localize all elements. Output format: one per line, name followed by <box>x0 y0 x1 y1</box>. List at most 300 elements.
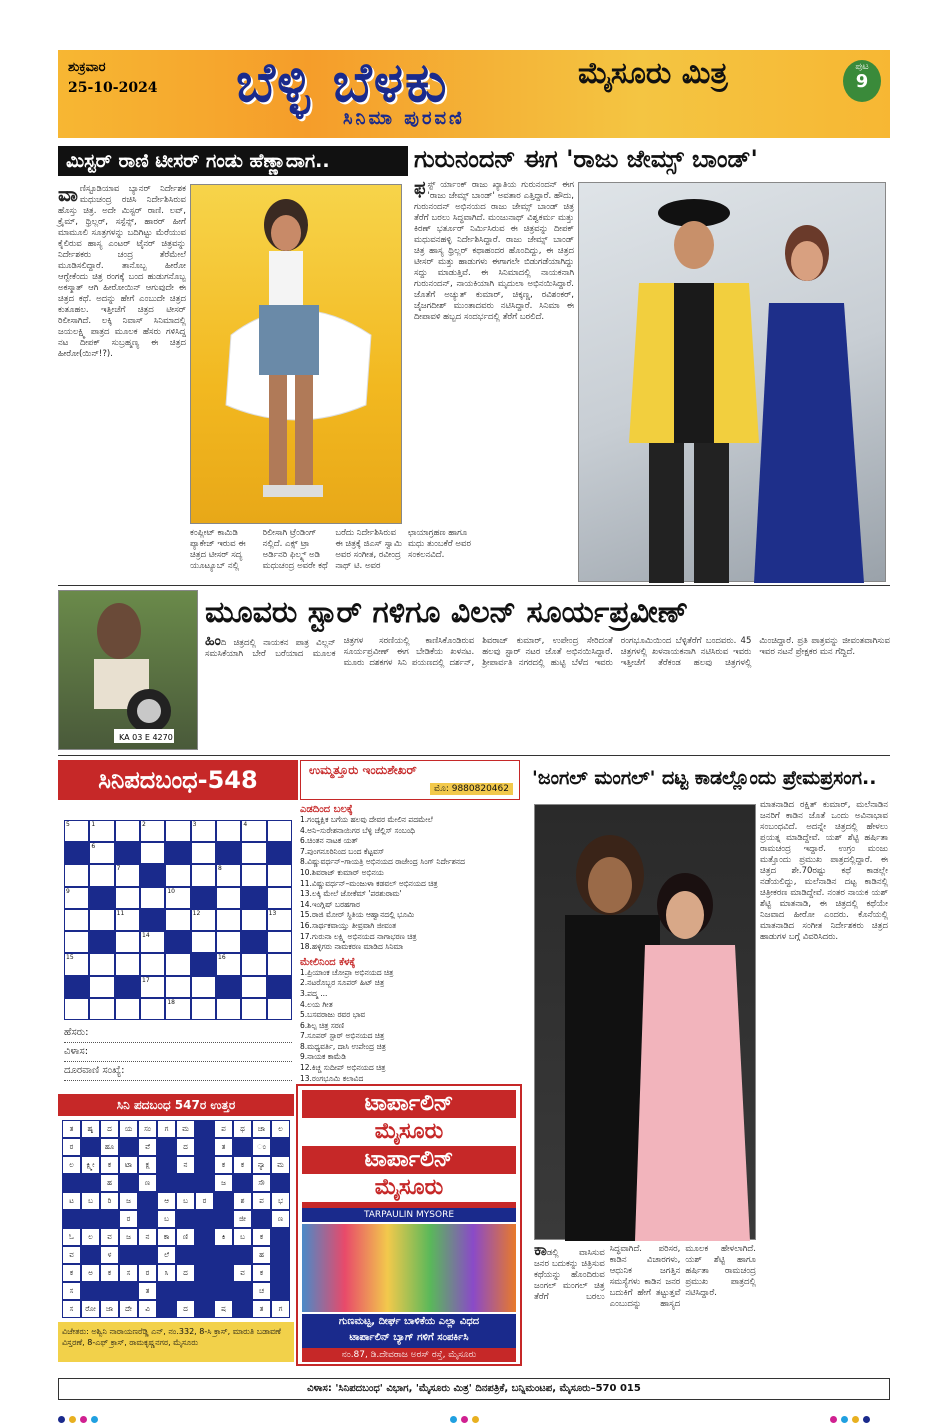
answer-cell <box>195 1138 214 1156</box>
answer-cell <box>100 1282 119 1300</box>
crossword-cell[interactable] <box>89 820 114 842</box>
answer-cell <box>233 1174 252 1192</box>
answer-cell <box>214 1246 233 1264</box>
answer-cell: ಕ್ಷ್ಮೀ <box>81 1156 100 1174</box>
answer-cell: ಕ <box>252 1228 271 1246</box>
answer-cell <box>157 1300 176 1318</box>
cell-number: 3 <box>192 821 197 828</box>
crossword-cell[interactable] <box>267 998 292 1020</box>
answer-cell <box>81 1174 100 1192</box>
bike-plate: KA 03 E 4270 <box>119 733 173 742</box>
answer-cell <box>119 1246 138 1264</box>
answer-cell: ಬ <box>81 1192 100 1210</box>
crossword-cell[interactable] <box>140 976 165 998</box>
crossword-cell[interactable] <box>115 820 140 842</box>
answer-cell <box>138 1246 157 1264</box>
across-clue: 10.ಶಿವರಾಜ್ ಕುಮಾರ್ ಅಭಿನಯ <box>300 867 384 877</box>
across-clue: 17.ಗುರುನಾ ಲಕ್ಷ್ಮಿ ಅಭಿನಯದ ನಾಗಾಭರಣ ಚಿತ್ರ <box>300 931 417 941</box>
mr-rani-caption: ಕಂಪ್ಲೀಟ್ ಕಾಮಿಡಿ ಪ್ಯಾಕೇಜ್ ಇರುವ ಈ ಚಿತ್ರದ ಟೀಸರ್ ಸದ್ಯ ಯೂಟ್ಯೂಬ್ ನಲ್ಲಿ ರಿಲೀಸಾಗಿ ಟ್ರೆಂಡಿಂಗ್ ನಲ್ಲಿದೆ. ಎಕ್ಸ್ ಟ್ರಾ ಅರ್ಡಿನರಿ ಫಿಲ್ಮ್ಸ್ ಅಡಿ ಮಧುಚಂದ್ರ ಅವರೇ ಕಥೆ ಬರೆದು ನಿರ್ದೇಶಿಸಿರುವ ಈ ಚಿತ್ರಕ್ಕೆ ಜಿಎಸ್ ಸ್ವಾಮಿ ಅವರ ಸಂಗೀತ, ರವೀಂದ್ರ ನಾಥ್ ಟಿ. ಅವರ ಛಾಯಾಗ್ರಹಣ ಹಾಗೂ ಮಧು ತುಂಬಕೆರೆ ಅವರ ಸಂಕಲನವಿದೆ. <box>190 528 471 571</box>
answer-cell: ರ <box>195 1192 214 1210</box>
answer-cell: ರ <box>138 1264 157 1282</box>
answer-cell <box>214 1264 233 1282</box>
answer-cell: ಓ <box>62 1228 81 1246</box>
phone-line[interactable]: ದೂರವಾಣಿ ಸಂಖ್ಯೆ: <box>64 1062 292 1081</box>
crossword-cell[interactable] <box>89 953 114 975</box>
cell-number: 18 <box>167 998 175 1006</box>
crossword-cell <box>241 887 266 909</box>
cell-number: 4 <box>243 821 248 828</box>
gurunandan-headline: ಗುರುನಂದನ್ ಈಗ 'ರಾಜು ಜೇಮ್ಸ್ ಬಾಂಡ್' <box>414 145 758 173</box>
answer-cell: ನ <box>138 1228 157 1246</box>
down-clue: 3.ಪದ್ಮ ... <box>300 988 328 998</box>
across-clues <box>300 815 520 953</box>
answer-cell <box>119 1282 138 1300</box>
crossword-cell <box>191 953 216 975</box>
crossword-author: ಉಮ್ಮತ್ತೂರು ಇಂದುಶೇಖರ್ <box>309 763 417 777</box>
answer-cell: ರ <box>62 1138 81 1156</box>
answer-cell <box>157 1138 176 1156</box>
crossword-cell[interactable] <box>140 842 165 864</box>
answer-cell: ಮ <box>176 1120 195 1138</box>
answer-cell: ವ <box>62 1246 81 1264</box>
mr-rani-dropcap: ವಾ <box>58 182 78 206</box>
crossword-cell[interactable] <box>191 976 216 998</box>
color-registration-dots-left <box>58 1408 102 1427</box>
answer-cell <box>233 1246 252 1264</box>
down-clue: 2.ನಟರೊಬ್ಬರ ಸೂಪರ್ ಹಿಟ್ ಚಿತ್ರ <box>300 978 385 988</box>
answer-cell: ಸೌ <box>252 1174 271 1192</box>
crossword-cell[interactable] <box>165 976 190 998</box>
answer-cell: ಕ <box>100 1156 119 1174</box>
answer-cell <box>271 1138 290 1156</box>
crossword-cell[interactable] <box>267 887 292 909</box>
crossword-cell[interactable] <box>267 909 292 931</box>
cell-number: 13 <box>268 909 277 917</box>
answer-cell: ಅ <box>81 1264 100 1282</box>
cell-number: 1 <box>91 821 96 828</box>
answer-cell <box>157 1282 176 1300</box>
crossword-cell[interactable] <box>115 953 140 975</box>
answer-cell: ಣ <box>271 1210 290 1228</box>
advert-tagline: ಗುಣಮಟ್ಟ, ದೀರ್ಘ ಬಾಳಿಕೆಯ ಎಲ್ಲಾ ವಿಧದ ಟಾರ್ಪಾಲಿನ್ ಬ್ಯಾಗ್ ಗಳಿಗೆ ಸಂಪರ್ಕಿಸಿ <box>302 1314 516 1348</box>
crossword-cell[interactable] <box>241 820 266 842</box>
answer-cell: ಳ <box>100 1246 119 1264</box>
advert-banner: ಟಾರ್ಪಾಲಿನ್ ಮೈಸೂರು ಟಾರ್ಪಾಲಿನ್ ಮೈಸೂರು <box>302 1090 516 1208</box>
crossword-cell[interactable] <box>191 842 216 864</box>
answer-cell: ಟಾ <box>119 1156 138 1174</box>
down-clue: 13.ರಂಗಭೂಮಿ ಕಲಾವಿದ <box>300 1073 364 1083</box>
crossword-cell[interactable] <box>241 998 266 1020</box>
crossword-cell[interactable] <box>140 953 165 975</box>
down-clue: 4.ಲಯ ಗೀತ <box>300 999 333 1009</box>
answer-cell: ತ <box>138 1282 157 1300</box>
answer-cell: ವೆ <box>138 1138 157 1156</box>
answers-grid <box>62 1120 290 1318</box>
color-registration-dots-right <box>830 1408 874 1427</box>
answer-cell <box>195 1210 214 1228</box>
crossword-cell <box>191 887 216 909</box>
answer-cell: ಜ <box>119 1192 138 1210</box>
crossword-cell[interactable] <box>89 864 114 886</box>
crossword-cell <box>165 931 190 953</box>
actor-in-dress-image <box>191 185 403 525</box>
crossword-clues <box>300 804 520 1083</box>
answer-cell: ತ <box>214 1138 233 1156</box>
answer-cell <box>119 1138 138 1156</box>
answer-cell: ದ <box>100 1120 119 1138</box>
crossword-cell <box>267 842 292 864</box>
answer-cell: ಬ <box>157 1210 176 1228</box>
crossword-cell[interactable] <box>64 820 89 842</box>
answer-cell <box>195 1246 214 1264</box>
crossword-cell[interactable] <box>191 909 216 931</box>
crossword-cell[interactable] <box>165 887 190 909</box>
cell-number: 15 <box>66 954 74 962</box>
man-on-motorbike-image <box>59 591 199 751</box>
answer-cell: ದ <box>176 1138 195 1156</box>
answer-cell <box>233 1300 252 1318</box>
jungle-headline: 'ಜಂಗಲ್ ಮಂಗಲ್' ದಟ್ಟ ಕಾಡಲ್ಲೊಂದು ಪ್ರೇಮಪ್ರಸಂಗ.. <box>532 767 877 789</box>
villain-headline: ಮೂವರು ಸ್ಟಾರ್ ಗಳಿಗೂ ವಿಲನ್ ಸೂರ್ಯಪ್ರವೀಣ್ <box>205 595 689 630</box>
address-line[interactable]: ವಿಳಾಸ: <box>64 1043 292 1062</box>
answers-grid-wrap <box>62 1120 290 1318</box>
crossword-cell[interactable] <box>140 820 165 842</box>
crossword-cell <box>140 864 165 886</box>
answer-cell: ಹೃ <box>81 1120 100 1138</box>
answer-cell: ಮ <box>271 1156 290 1174</box>
answer-cell: ಜ <box>214 1174 233 1192</box>
entry-form <box>64 1024 292 1084</box>
crossword-cell[interactable] <box>165 820 190 842</box>
gurunandan-photo <box>578 182 886 582</box>
crossword-cell[interactable] <box>89 909 114 931</box>
answer-cell: ಲ <box>62 1156 81 1174</box>
answer-cell <box>138 1192 157 1210</box>
answer-cell <box>119 1174 138 1192</box>
jungle-dropcap: ಕಾ <box>534 1240 547 1259</box>
crossword-cell[interactable] <box>165 953 190 975</box>
answer-cell: ಜೀ <box>233 1210 252 1228</box>
crossword-cell <box>267 976 292 998</box>
answer-cell <box>81 1246 100 1264</box>
crossword-cell[interactable] <box>89 842 114 864</box>
answer-cell: ಪ <box>252 1192 271 1210</box>
answer-cell: ಭ <box>271 1192 290 1210</box>
crossword-cell[interactable] <box>216 953 241 975</box>
crossword-cell[interactable] <box>216 909 241 931</box>
answer-cell <box>233 1282 252 1300</box>
answer-cell: ಕ <box>214 1156 233 1174</box>
crossword-cell[interactable] <box>140 931 165 953</box>
crossword-cell[interactable] <box>241 842 266 864</box>
answer-cell: ಬ <box>176 1192 195 1210</box>
supplement-title: ಬೆಳ್ಳಿ ಬೆಳಕು <box>236 50 449 114</box>
couple-on-bridge-image <box>579 183 887 583</box>
answer-cell: ಲ <box>81 1228 100 1246</box>
answer-cell <box>81 1138 100 1156</box>
crossword-cell[interactable] <box>64 909 89 931</box>
answer-cell: ನ <box>176 1156 195 1174</box>
across-title: ಎಡದಿಂದ ಬಲಕ್ಕೆ <box>300 804 353 815</box>
crossword-cell[interactable] <box>267 931 292 953</box>
advert-address: ನಂ.87, ಡಿ.ದೇವರಾಜ ಅರಸ್ ರಸ್ತೆ, ಮೈಸೂರು <box>302 1348 516 1362</box>
cell-number: 7 <box>116 865 121 873</box>
answer-cell: ಸಂ <box>138 1120 157 1138</box>
answer-cell <box>271 1228 290 1246</box>
crossword-cell[interactable] <box>140 887 165 909</box>
crossword-cell[interactable] <box>191 820 216 842</box>
villain-body: ಹಿಂದಿ ಚಿತ್ರದಲ್ಲಿ ನಾಯಕನ ಪಾತ್ರ ವಿಲ್ಲನ್ ಸಮಸಿಕೆಯಾಗಿ ಬೇರೆ ಬರೆಯಾದ ಮೂಲಕ ಚಿತ್ರಗಳ ಸರಣಿಯಲ್ಲಿ ಕಾಣಿಸಿಕೊಂಡಿರುವ ಸೂರ್ಯಪ್ರವೀಣ್ ಈಗ ಬೇಡಿಕೆಯ ಖಳನಟ. ಮೂರು ದಶಕಗಳ ಸಿನಿ ಪಯಣದಲ್ಲಿ ದರ್ಶನ್, ಶಿವರಾಜ್ ಕುಮಾರ್, ಉಪೇಂದ್ರ ಸೇರಿದಂತೆ ಹಲವು ಸ್ಟಾರ್ ನಟರ ಜೊತೆ ಅಭಿನಯಿಸಿದ್ದಾರೆ. ಶ್ರೀಪಾರ್ವತಿ ನಗರದಲ್ಲಿ ಹುಟ್ಟಿ ಬೆಳೆದ ಇವರು ರಂಗಭೂಮಿಯಿಂದ ಬೆಳ್ಳಿತೆರೆಗೆ ಬಂದವರು. 45 ಚಿತ್ರಗಳಲ್ಲಿ ಖಳನಾಯಕನಾಗಿ ನಟಿಸಿರುವ ಇವರು ಇತ್ತೀಚೆಗೆ ತೆರೆಕಂಡ ಹಲವು ಚಿತ್ರಗಳಲ್ಲಿ ಮಿಂಚಿದ್ದಾರೆ. ಪ್ರತಿ ಪಾತ್ರವನ್ನು ಜೀವಂತವಾಗಿಸುವ ಇವರ ನಟನೆ ಪ್ರೇಕ್ಷಕರ ಮನ ಗೆದ್ದಿದೆ. <box>205 633 890 668</box>
crossword-cell <box>216 842 241 864</box>
answer-cell: ಂ <box>252 1138 271 1156</box>
answer-cell: ವಿ <box>138 1300 157 1318</box>
answer-cell: ತ <box>252 1300 271 1318</box>
answer-cell: ನ್ಯಾ <box>252 1156 271 1174</box>
answer-cell: ಜ <box>119 1228 138 1246</box>
answer-cell: ದ <box>176 1264 195 1282</box>
crossword-cell[interactable] <box>216 998 241 1020</box>
crossword-cell[interactable] <box>216 864 241 886</box>
answer-cell: ಸ <box>119 1264 138 1282</box>
page-number: 9 <box>855 71 869 92</box>
crossword-cell[interactable] <box>191 998 216 1020</box>
cell-number: 16 <box>218 954 226 962</box>
page-number-badge <box>843 60 881 102</box>
answer-cell <box>233 1138 252 1156</box>
cell-number: 6 <box>91 843 96 851</box>
answer-cell: ಕ <box>100 1264 119 1282</box>
answer-cell: ಹೂ <box>100 1138 119 1156</box>
across-clue: 18.ಹಳ್ಳಿಗರು ನಾಮಕರಣ ಮಾಡಿದ ಸಿನಿಮಾ <box>300 942 404 952</box>
across-clue: 7.ಪುಂಗನೂರಿನಿಂದ ಬಂದ ಕೆಟ್ಟವಸ್ <box>300 846 385 856</box>
answer-cell <box>62 1174 81 1192</box>
winner-box: ವಿಜೇತರು: ಅಶ್ವಿನಿ ನಾರಾಯಣರೆಡ್ಡಿ ಎನ್, ನಂ.332, 8-ಸಿ ಕ್ರಾಸ್, ಮಾರುತಿ ಬಡಾವಣೆ ವಿಸ್ತರಣೆ, 8-ಎಫ್ ಕ್ರಾಸ್, ರಾಮಕೃಷ್ಣನಗರ, ಮೈಸೂರು <box>58 1322 294 1362</box>
crossword-cell[interactable] <box>241 953 266 975</box>
section-divider-2 <box>58 755 890 756</box>
crossword-cell[interactable] <box>140 998 165 1020</box>
down-clue: 5.ಬಸವರಾಜು ರವರ ಭಾವ <box>300 1010 366 1020</box>
crossword-cell <box>140 909 165 931</box>
down-clue: 12.ಕಿಚ್ಚ ಸುದೀಪ್ ಅಭಿನಯದ ಚಿತ್ರ <box>300 1063 386 1073</box>
crossword-cell[interactable] <box>89 976 114 998</box>
down-title: ಮೇಲಿನಿಂದ ಕೆಳಕ್ಕೆ <box>300 956 356 968</box>
crossword-cell[interactable] <box>165 909 190 931</box>
crossword-cell[interactable] <box>115 909 140 931</box>
cell-number: 9 <box>66 887 70 895</box>
crossword-author-box <box>300 760 520 800</box>
answer-cell <box>176 1246 195 1264</box>
masthead-banner <box>58 50 890 138</box>
section-divider <box>58 585 890 586</box>
crossword-cell <box>165 842 190 864</box>
crossword-cell[interactable] <box>64 998 89 1020</box>
villain-photo <box>58 590 198 750</box>
down-clue: 6.ಶಿಲ್ಪ ಚಿತ್ರ ಸರಣಿ <box>300 1020 345 1030</box>
crossword-cell[interactable] <box>89 998 114 1020</box>
crossword-cell[interactable] <box>241 864 266 886</box>
supplement-subtitle: ಸಿನಿಮಾ ಪುರವಣಿ <box>343 108 465 129</box>
cell-number: 5 <box>66 821 70 828</box>
answer-cell: ತ <box>62 1120 81 1138</box>
answer-cell: ದೇ <box>119 1300 138 1318</box>
cell-number: 12 <box>192 909 201 917</box>
answer-cell <box>62 1210 81 1228</box>
answer-cell <box>214 1192 233 1210</box>
crossword-cell[interactable] <box>216 931 241 953</box>
cell-number: 17 <box>142 976 150 984</box>
across-clue: 6.ಚಿಂತನ ನಾಟಕ ಯತ್ <box>300 836 358 846</box>
gurunandan-body: ಫಸ್ಟ್ ರ್ಯಾಂಕ್ ರಾಜು ಖ್ಯಾತಿಯ ಗುರುನಂದನ್ ಈಗ 'ರಾಜು ಜೇಮ್ಸ್ ಬಾಂಡ್' ಅವತಾರ ಎತ್ತಿದ್ದಾರೆ. ಹೌದು, ಗುರುನಂದನ್ ಅಭಿನಯದ ರಾಜು ಜೇಮ್ಸ್ ಬಾಂಡ್ ಚಿತ್ರ ತೆರೆಗೆ ಬರಲು ಸಿದ್ಧವಾಗಿದೆ. ಮಂಜುನಾಥ್ ವಿಶ್ವಕರ್ಮ ಮತ್ತು ಕಿರಣ್ ಭರ್ತೂರ್ ನಿರ್ಮಿಸಿರುವ ಈ ಚಿತ್ರವನ್ನು ದೀಪಕ್ ಮಧುವನಹಳ್ಳಿ ನಿರ್ದೇಶಿಸಿದ್ದಾರೆ. ರಾಜು ಜೇಮ್ಸ್ ಬಾಂಡ್ ಚಿತ್ರ ಹಾಸ್ಯ ಥ್ರಿಲ್ಲರ್ ಕಥಾಹಂದರ ಹೊಂದಿದ್ದು, ಈ ಚಿತ್ರದ ಟೀಸರ್ ಮತ್ತು ಹಾಡುಗಳು ಈಗಾಗಲೇ ಬಿಡುಗಡೆಯಾಗಿದ್ದು ಸದ್ದು ಮಾಡುತ್ತಿವೆ. ಈ ಸಿನಿಮಾದಲ್ಲಿ ನಾಯಕನಾಗಿ ಗುರುನಂದನ್, ನಾಯಕಿಯಾಗಿ ಮೃದುಲಾ ಅಭಿನಯಿಸಿದ್ದಾರೆ. ಜೊತೆಗೆ ಅಚ್ಯುತ್ ಕುಮಾರ್, ಚಿಕ್ಕಣ್ಣ, ರವಿಶಂಕರ್, ಜೈಜಗದೀಶ್ ಮುಂತಾದವರು ನಟಿಸಿದ್ದಾರೆ. ಸಿನಿಮಾ ಈ ದೀಪಾವಳಿ ಹಬ್ಬದ ಸಂದರ್ಭದಲ್ಲಿ ತೆರೆಗೆ ಬರಲಿದೆ. <box>414 178 574 322</box>
cell-number: 10 <box>167 887 175 895</box>
answers-title: ಸಿನಿ ಪದಬಂಧ 547ರ ಉತ್ತರ <box>58 1094 294 1116</box>
mr-rani-headline: ಮಿಸ್ಟರ್ ರಾಣಿ ಟೀಸರ್ ಗಂಡು ಹೆಣ್ಣಾದಾಗ.. <box>58 146 408 176</box>
answer-cell: ಕ <box>233 1156 252 1174</box>
issue-date: 25-10-2024 <box>68 80 158 96</box>
crossword-cell[interactable] <box>115 864 140 886</box>
crossword-cell[interactable] <box>64 864 89 886</box>
name-line[interactable]: ಹೆಸರು: <box>64 1024 292 1043</box>
gurunandan-dropcap: ಫ <box>414 178 426 199</box>
crossword-grid <box>64 820 292 1020</box>
crossword-cell[interactable] <box>64 931 89 953</box>
across-clue: 16.ಸಾರ್ಥಕವಾಯ್ತು ತೀವ್ರವಾಗಿ ಜೀವಂತ <box>300 920 397 930</box>
answer-cell: ಲೆ <box>157 1246 176 1264</box>
crossword-cell[interactable] <box>191 931 216 953</box>
crossword-cell[interactable] <box>267 953 292 975</box>
crossword-cell[interactable] <box>216 820 241 842</box>
answer-cell: ಬ <box>233 1228 252 1246</box>
advert-subtitle: TARPAULIN MYSORE <box>302 1208 516 1222</box>
answer-cell <box>100 1210 119 1228</box>
across-clue: 11.ವಿಷ್ಣುವರ್ಧನ್–ಮಂಜುಳಾ ಕಡವಲ್ ಅಭಿನಯದ ಚಿತ್ರ <box>300 878 438 888</box>
crossword-cell[interactable] <box>267 820 292 842</box>
answer-cell <box>81 1282 100 1300</box>
footer-address: ವಿಳಾಸ: 'ಸಿನಿಪದಬಂಧ' ವಿಭಾಗ, 'ಮೈಸೂರು ಮಿತ್ರ' ದಿನಪತ್ರಿಕೆ, ಬನ್ನಿಮಂಟಪ, ಮೈಸೂರು–570 015 <box>58 1378 890 1400</box>
answer-cell: ಕಾ <box>157 1228 176 1246</box>
crossword-cell <box>115 976 140 998</box>
answer-cell <box>271 1264 290 1282</box>
answer-cell: ಯ <box>119 1120 138 1138</box>
down-clue: 7.ಸೂಪರ್ ಸ್ಟಾರ್ ಅಭಿನಯದ ಚಿತ್ರ <box>300 1031 385 1041</box>
tarpaulin-advert[interactable] <box>296 1084 522 1366</box>
answer-cell: ಆ <box>157 1192 176 1210</box>
crossword-cell <box>89 887 114 909</box>
down-clue: 9.ನಾಯಕ ಕಾಮೆಡಿ <box>300 1052 346 1062</box>
crossword-cell <box>64 976 89 998</box>
crossword-cell[interactable] <box>216 887 241 909</box>
cell-number: 2 <box>142 821 146 828</box>
mr-rani-photo <box>190 184 402 524</box>
answer-cell: ಪ <box>214 1120 233 1138</box>
answer-cell <box>157 1156 176 1174</box>
answer-cell: ರಿ <box>100 1192 119 1210</box>
answer-cell: ಕ್ಷ <box>138 1156 157 1174</box>
couple-portrait-image <box>535 805 757 1241</box>
answer-cell <box>214 1210 233 1228</box>
crossword-cell[interactable] <box>165 864 190 886</box>
answer-cell: ಕ <box>62 1264 81 1282</box>
newspaper-name: ಮೈಸೂರು ಮಿತ್ರ <box>578 56 728 91</box>
jungle-body: ಕಾಡಲ್ಲಿ ವಾಸಿಸುವ ಜನರ ಬದುಕನ್ನು ಚಿತ್ರಿಸುವ ಕಥೆಯನ್ನು ಹೊಂದಿರುವ ಜಂಗಲ್ ಮಂಗಲ್ ಚಿತ್ರ ತೆರೆಗೆ ಬರಲು ಸಿದ್ಧವಾಗಿದೆ. ಪರಿಸರ, ಕಾಡಿನ ವಿಚಾರಗಳು, ಆಧುನಿಕ ಜಗತ್ತಿನ ಸಮಸ್ಯೆಗಳು ಕಾಡಿನ ಜನರ ಬದುಕಿಗೆ ಹೇಗೆ ತಟ್ಟುತ್ತವೆ ಎಂಬುದನ್ನು ಹಾಸ್ಯದ ಮೂಲಕ ಹೇಳಲಾಗಿದೆ. ಯಶ್ ಶೆಟ್ಟಿ ಹಾಗೂ ಹರ್ಷಿತಾ ರಾಮಚಂದ್ರ ಪ್ರಮುಖ ಪಾತ್ರದಲ್ಲಿ ನಟಿಸಿದ್ದಾರೆ. <box>534 1240 756 1309</box>
answer-cell: ಸಿ <box>157 1264 176 1282</box>
answer-cell: ಸ <box>62 1300 81 1318</box>
answer-cell <box>195 1156 214 1174</box>
crossword-title: ಸಿನಿಪದಬಂಧ-548 <box>58 760 298 800</box>
across-clue: 14.ಇಂಗ್ಲಿಷ್ ಬರಹಗಾರ <box>300 899 360 909</box>
answer-cell <box>271 1246 290 1264</box>
answer-cell: ವ <box>233 1264 252 1282</box>
across-clue: 15.ರಾಜಿ ಮೋರ್ ಸ್ಥಿತಿಯ ಆಹ್ವಾನದಲ್ಲಿ ಭೂಮಿ <box>300 910 415 920</box>
answer-cell: ಹ <box>252 1246 271 1264</box>
answer-cell <box>195 1282 214 1300</box>
color-registration-dots-center <box>450 1408 483 1427</box>
answer-cell <box>214 1282 233 1300</box>
answer-cell: ವ <box>100 1228 119 1246</box>
issue-day: ಶುಕ್ರವಾರ <box>68 60 106 75</box>
answer-cell: ರ <box>119 1210 138 1228</box>
answer-cell <box>176 1174 195 1192</box>
answer-cell: ಶ <box>233 1192 252 1210</box>
answer-cell <box>195 1264 214 1282</box>
answer-cell: ಕಿ <box>214 1228 233 1246</box>
cell-number: 8 <box>218 865 222 873</box>
crossword-cell <box>241 931 266 953</box>
answer-cell <box>176 1282 195 1300</box>
crossword-cell[interactable] <box>64 887 89 909</box>
answer-cell <box>176 1210 195 1228</box>
crossword-cell[interactable] <box>267 864 292 886</box>
down-clue: 1.ಪ್ರಿಯಾಂಕ ಚೋಪ್ರಾ ಅಭಿನಯದ ಚಿತ್ರ <box>300 967 394 977</box>
crossword-cell <box>115 842 140 864</box>
across-clue: 13.ಲಕ್ಕಿ ಮೇಲೆ ಜೋಕೆಮ್ 'ಪರಶುರಾಮ' <box>300 889 402 899</box>
crossword-cell[interactable] <box>115 931 140 953</box>
villain-dropcap: ಹಿಂ <box>205 633 221 649</box>
crossword-cell[interactable] <box>115 887 140 909</box>
answer-cell: ಥ <box>233 1120 252 1138</box>
jungle-side-body: ಮಾತನಾಡಿದ ರಕ್ಷಿತ್ ಕುಮಾರ್, ಮಲೆನಾಡಿನ ಜನರಿಗೆ ಕಾಡಿನ ಜೊತೆ ಒಂದು ಅವಿನಾಭಾವ ಸಂಬಂಧವಿದೆ. ಅದನ್ನೇ ಚಿತ್ರದಲ್ಲಿ ಹೇಳಲು ಪ್ರಯತ್ನ ಮಾಡಿದ್ದೇವೆ. ಯಶ್ ಶೆಟ್ಟಿ ಹರ್ಷಿತಾ ರಾಮಚಂದ್ರ ಇದ್ದಾರೆ. ಉಗ್ರಂ ಮಂಜು ಮತ್ತೊಂದು ಪ್ರಮುಖ ಪಾತ್ರದಲ್ಲಿದ್ದಾರೆ. ಈ ಚಿತ್ರದ ಶೇ.70ರಷ್ಟು ಕಥೆ ಕಾಡಲ್ಲೇ ನಡೆಯಲಿದ್ದು, ಮಲೆನಾಡಿನ ದಟ್ಟ ಕಾಡಿನಲ್ಲಿ ಚಿತ್ರೀಕರಣ ಮಾಡಿದ್ದೇವೆ. ನಂತರ ನಾಯಕ ಯಶ್ ಶೆಟ್ಟಿ ಮಾತನಾಡಿ, ಈ ಚಿತ್ರದಲ್ಲಿ ಕಥೆಯೇ ನಿಜವಾದ ಹೀರೋ ಎಂದರು. ಕೊನೆಯಲ್ಲಿ ಮಾತನಾಡಿದ ಸಂಗೀತ ನಿರ್ದೇಶಕರು ಚಿತ್ರದ ಹಾಡುಗಳ ಬಗ್ಗೆ ವಿವರಿಸಿದರು. <box>760 800 888 942</box>
answer-cell: ಹ <box>100 1174 119 1192</box>
answer-cell <box>138 1210 157 1228</box>
crossword-cell <box>64 842 89 864</box>
bags-shop-photo <box>302 1224 516 1312</box>
crossword-cell <box>216 976 241 998</box>
crossword-cell[interactable] <box>115 998 140 1020</box>
crossword-cell[interactable] <box>165 998 190 1020</box>
cell-number: 11 <box>116 909 125 917</box>
jungle-photo <box>534 804 756 1240</box>
answer-cell <box>81 1210 100 1228</box>
crossword-cell[interactable] <box>64 953 89 975</box>
crossword-cell[interactable] <box>241 976 266 998</box>
answer-cell: ಚ <box>252 1282 271 1300</box>
across-clue: 4.ಅನಿ–ಸುರೇಶನಾಯಿಗರ ಬೆಳ್ಳಿ ಚೆಲ್ಲಿಸ್ ಸಂಬಂಧಿ <box>300 825 416 835</box>
answer-cell: ಗ <box>157 1120 176 1138</box>
answer-cell: ಟ <box>62 1192 81 1210</box>
crossword-cell[interactable] <box>191 864 216 886</box>
answer-cell: ಜಾ <box>100 1300 119 1318</box>
answer-cell: ಣ <box>138 1174 157 1192</box>
crossword-cell[interactable] <box>241 909 266 931</box>
page-label: ಪುಟ <box>855 62 869 72</box>
mr-rani-body: ವಾಣಿಸ್ಟೂಡಿಯಾವ ಬ್ಯಾನರ್ ನಿರ್ದೇಶಕ ಮಧುಚಂದ್ರ ರಚಿಸಿ ನಿರ್ದೇಶಿಸಿರುವ ಹೊಸ್ತು ಚಿತ್ರ. ಅದೇ ಮಿಸ್ಟರ್ ರಾಣಿ. ಲವ್, ಕ್ರೈಮ್, ಥ್ರಿಲ್ಲರ್, ಸಸ್ಪೆನ್ಸ್, ಹಾರರ್ ಹೀಗೆ ಮಾಮೂಲಿ ಸೂತ್ರಗಳನ್ನು ಬದಿಗಿಟ್ಟು ಮೆರೆಯುವ ಕೈಲಿರುವ ಹಾಸ್ಯ ಎಂಟರ್ ಟೈನರ್ ಚಿತ್ರವನ್ನು ನಿರ್ದೇಶಕರು ಚಂದ್ರ ತೆರೆಮೇಲೆ ಮೂಡಿಸಲಿದ್ದಾರೆ. ತಾನೊಬ್ಬ ಹೀರೋ ಆಗ್ಬೇಕೆಂದು ಚಿತ್ರ ರಂಗಕ್ಕೆ ಬಂದ ಹುಡುಗನೊಬ್ಬ ಅಕಸ್ಮಾತ್ ಆಗಿ ಹೀರೋಯಿನ್ ಆಗುವುದೇ ಈ ಚಿತ್ರದ ಕಥೆ. ಅದನ್ನು ಹೇಗೆ ಎಂಬುದೇ ಚಿತ್ರದ ಕುತೂಹಲ. ಇತ್ತೀಚೆಗೆ ಚಿತ್ರದ ಟೀಸರ್ ರಿಲೀಸಾಗಿದೆ. ಲಕ್ಕಿ ನಿವಾಸ್ ಸಿನಿಮಾದಲ್ಲಿ ಜಯಲಕ್ಷ್ಮಿ ಪಾತ್ರದ ಮೂಲಕ ಹೆಸರು ಗಳಿಸಿದ್ದ ನಟ ದೀಪಕ್ ಸುಬ್ರಹ್ಮಣ್ಯ ಈ ಚಿತ್ರದ ಹೀರೋ(ಯಿನ್!?). <box>58 182 186 359</box>
answer-cell <box>195 1300 214 1318</box>
answer-cell: ಷ <box>214 1300 233 1318</box>
across-clue: 1.ಗಂಧ್ಯಕ್ಷಿಕ ಬಗೆಯ ಹಲವು ದೇವರ ಮೇಲಿನ ಪದಮೇಲೆ <box>300 815 433 824</box>
answer-cell: ಚಾ <box>252 1120 271 1138</box>
answer-cell <box>271 1282 290 1300</box>
answer-cell: ಸ <box>62 1282 81 1300</box>
answer-cell: ಲ <box>271 1120 290 1138</box>
